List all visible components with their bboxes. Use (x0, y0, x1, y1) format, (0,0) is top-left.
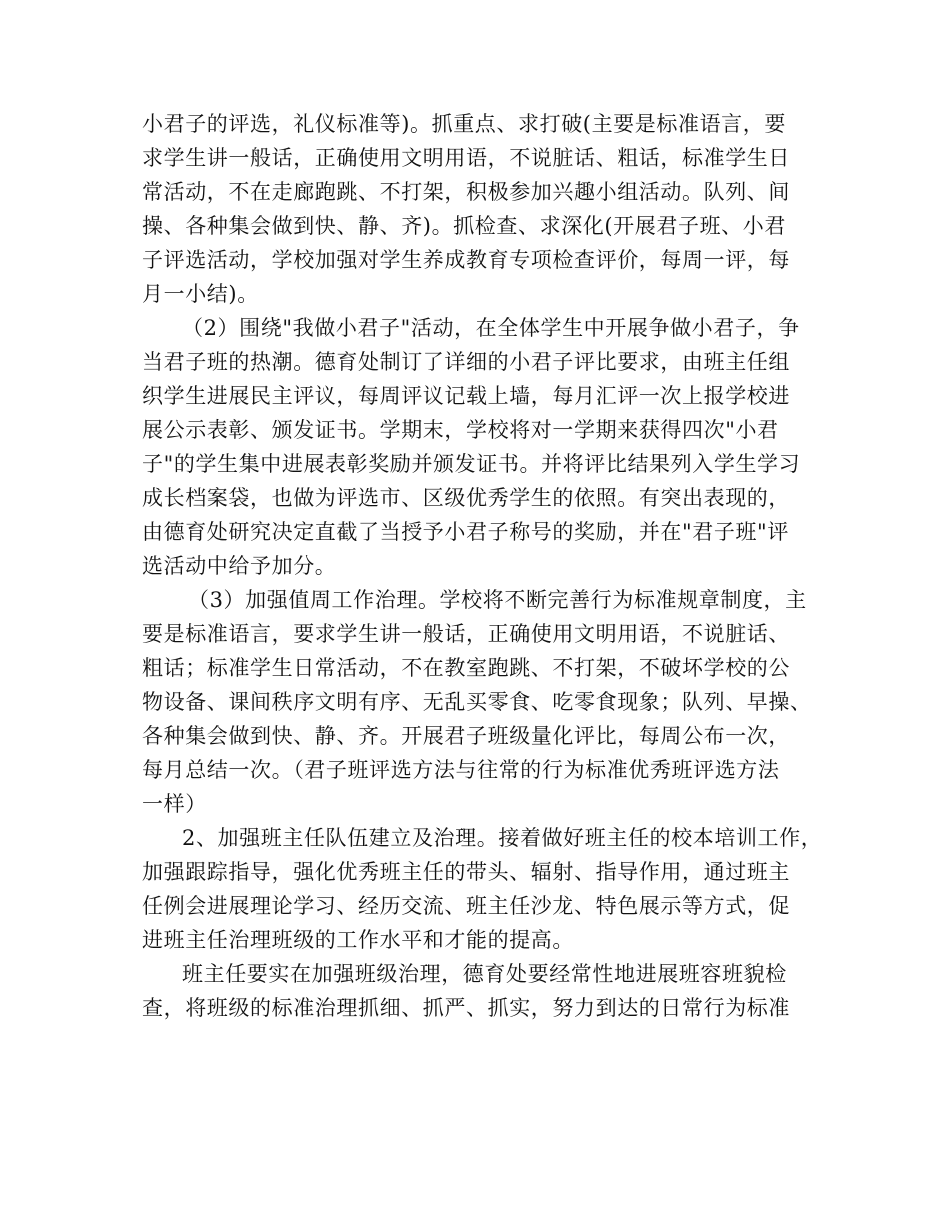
text-line: 展公示表彰、颁发证书。学期末，学校将对一学期来获得四次"小君 (142, 418, 779, 442)
text-line: 要是标准语言，要求学生讲一般话，正确使用文明用语，不说脏话、 (142, 622, 790, 646)
text-line: 每月总结一次。（君子班评选方法与往常的行为标准优秀班评选方法 (142, 758, 780, 782)
text-line: 操、各种集会做到快、静、齐)。抓检查、求深化(开展君子班、小君 (142, 214, 786, 238)
text-line: 物设备、课间秩序文明有序、无乱买零食、吃零食现象；队列、早操、 (142, 690, 812, 714)
text-line: 查，将班级的标准治理抓细、抓严、抓实，努力到达的日常行为标准 (142, 996, 790, 1020)
text-line: 成长档案袋，也做为评选市、区级优秀学生的依照。有突出表现的， (142, 486, 790, 510)
text-line: 各种集会做到快、静、齐。开展君子班级量化评比，每周公布一次， (142, 724, 790, 748)
paragraph-first-line: 2、加强班主任队伍建立及治理。接着做好班主任的校本培训工作， (182, 826, 823, 850)
text-line: 进班主任治理班级的工作水平和才能的提高。 (142, 928, 574, 952)
paragraph-first-line: 班主任要实在加强班级治理，德育处要经常性地进展班容班貌检 (182, 962, 787, 986)
text-line: 常活动，不在走廊跑跳、不打架，积极参加兴趣小组活动。队列、间 (142, 180, 790, 204)
text-line: 粗话；标准学生日常活动，不在教室跑跳、不打架，不破坏学校的公 (142, 656, 790, 680)
text-line: 选活动中给予加分。 (142, 554, 337, 578)
text-line: 加强跟踪指导，强化优秀班主任的带头、辐射、指导作用，通过班主 (142, 860, 790, 884)
text-line: 小君子的评选，礼仪标准等)。抓重点、求打破(主要是标准语言，要 (142, 112, 786, 136)
text-line: 当君子班的热潮。德育处制订了详细的小君子评比要求，由班主任组 (142, 350, 790, 374)
text-line: 任例会进展理论学习、经历交流、班主任沙龙、特色展示等方式，促 (142, 894, 790, 918)
text-line: 月一小结)。 (142, 282, 259, 306)
text-line: 子评选活动，学校加强对学生养成教育专项检查评价，每周一评，每 (142, 248, 790, 272)
text-line: 子"的学生集中进展表彰奖励并颁发证书。并将评比结果列入学生学习 (142, 452, 801, 476)
text-line: 由德育处研究决定直截了当授予小君子称号的奖励，并在"君子班"评 (142, 520, 789, 544)
paragraph-first-line: （2）围绕"我做小君子"活动，在全体学生中开展争做小君子，争 (182, 316, 800, 340)
text-line: 求学生讲一般话，正确使用文明用语，不说脏话、粗话，标准学生日 (142, 146, 790, 170)
text-line: 一样） (142, 792, 207, 816)
paragraph-first-line: （3）加强值周工作治理。学校将不断完善行为标准规章制度，主 (188, 588, 807, 612)
text-line: 织学生进展民主评议，每周评议记载上墙，每月汇评一次上报学校进 (142, 384, 790, 408)
